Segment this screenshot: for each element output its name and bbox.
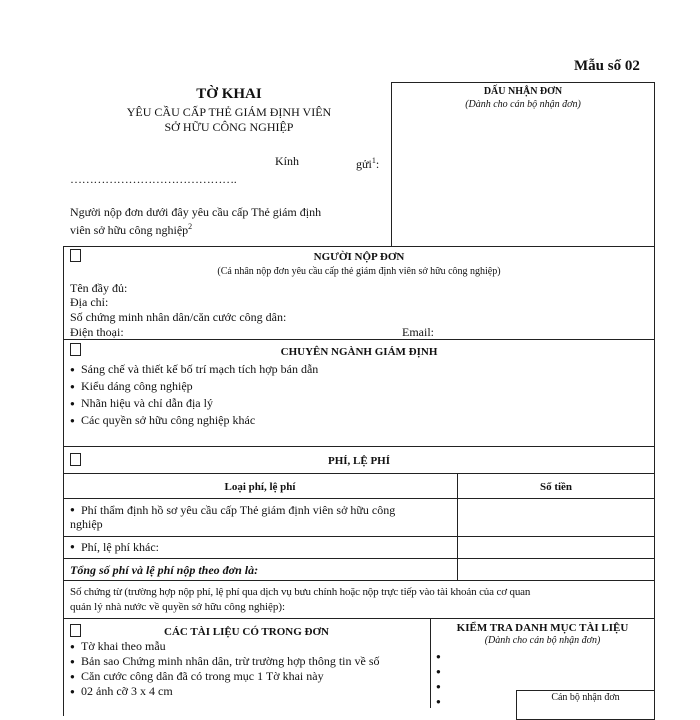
receipt-stamp-title: DẤU NHẬN ĐƠN <box>483 86 563 97</box>
applicant-id-number: Số chứng minh nhân dân/căn cước công dân: <box>70 310 287 324</box>
documents-title: CÁC TÀI LIỆU CÓ TRONG ĐƠN <box>164 626 329 638</box>
document-item[interactable]: ● Bản sao Chứng minh nhân dân, trừ trường hợp thông tin về số <box>70 654 380 669</box>
divider <box>63 536 655 537</box>
checklist-bullets <box>436 649 441 709</box>
salutation-gui-text: gửi <box>356 157 372 171</box>
applicant-full-name: Tên đầy đủ: <box>70 281 128 295</box>
fees-voucher-line2: quản lý nhà nước về quyền sở hữu công nghiệp): <box>70 601 286 613</box>
divider <box>63 498 655 499</box>
specialty-item[interactable]: ● Sáng chế và thiết kế bố trí mạch tích hợp bán dẫn <box>70 361 318 378</box>
specialty-title: CHUYÊN NGÀNH GIÁM ĐỊNH <box>280 346 438 358</box>
divider <box>63 580 655 581</box>
fees-row2 <box>70 540 159 554</box>
applicant-address: Địa chỉ: <box>70 295 109 309</box>
footnote-2: 2 <box>188 222 193 231</box>
specialty-item[interactable]: ● Nhãn hiệu và chỉ dẫn địa lý <box>70 395 318 412</box>
salutation-gui <box>356 154 379 171</box>
recipient-field[interactable]: ……………………………………. <box>70 172 237 186</box>
specialty-item[interactable]: ● Các quyền sở hữu công nghiệp khác <box>70 412 318 429</box>
document-item-continued: ● Căn cước công dân đã có trong mục 1 Tờ khai này <box>70 669 380 684</box>
fees-row2-label: ● Phí, lệ phí khác: <box>70 540 159 554</box>
form-subtitle-line1: YÊU CẦU CẤP THẺ GIÁM ĐỊNH VIÊN <box>126 105 332 119</box>
checklist-bullet[interactable]: ● <box>436 652 441 661</box>
specialty-item[interactable]: ● Kiểu dáng công nghiệp <box>70 378 318 395</box>
checklist-title: KIỂM TRA DANH MỤC TÀI LIỆU <box>456 622 629 634</box>
divider <box>63 339 655 340</box>
fees-row1 <box>70 503 395 517</box>
intro-line2 <box>70 220 192 237</box>
documents-list <box>70 639 380 699</box>
fees-row1-line1: ● Phí thẩm định hồ sơ yêu cầu cấp Thẻ giám định viên sở hữu công <box>70 503 395 517</box>
applicant-phone: Điện thoại: <box>70 325 124 339</box>
applicant-email: Email: <box>402 325 434 339</box>
applicant-subtitle: (Cá nhân nộp đơn yêu cầu cấp thẻ giám định viên sở hữu công nghiệp) <box>217 266 501 277</box>
fees-col-type-header: Loại phí, lệ phí <box>224 481 296 493</box>
divider <box>63 473 655 474</box>
divider <box>63 558 655 559</box>
divider <box>63 618 655 619</box>
checklist-subtitle: (Dành cho cán bộ nhận đơn) <box>484 635 601 646</box>
fees-title: PHÍ, LỆ PHÍ <box>327 455 391 467</box>
salutation-kinh: Kính <box>275 154 299 168</box>
officer-label: Cán bộ nhận đơn <box>551 692 620 703</box>
form-number: Mẫu số 02 <box>574 58 640 74</box>
salutation-colon: : <box>375 157 380 171</box>
applicant-title: NGƯỜI NỘP ĐƠN <box>313 251 405 263</box>
checklist-bullet[interactable]: ● <box>436 697 441 706</box>
document-item[interactable]: ● Tờ khai theo mẫu <box>70 639 380 654</box>
document-item[interactable]: ● 02 ảnh cỡ 3 x 4 cm <box>70 684 380 699</box>
fees-row1-line2: nghiệp <box>70 517 103 531</box>
checklist-bullet[interactable]: ● <box>436 682 441 691</box>
divider <box>63 446 655 447</box>
checklist-bullet[interactable]: ● <box>436 667 441 676</box>
intro-line1: Người nộp đơn dưới đây yêu cầu cấp Thẻ giám định <box>70 205 322 219</box>
fees-col-amount-header: Số tiền <box>539 481 573 493</box>
specialty-list <box>70 361 318 429</box>
fees-voucher-line1: Số chứng từ (trường hợp nộp phí, lệ phí qua dịch vụ bưu chính hoặc nộp trực tiếp vào tài khoản của cơ quan <box>70 586 531 598</box>
receipt-stamp-subtitle: (Dành cho cán bộ nhận đơn) <box>465 99 581 110</box>
form-title: TỜ KHAI <box>196 86 262 102</box>
form-subtitle-line2: SỞ HỮU CÔNG NGHIỆP <box>164 120 294 134</box>
footnote-1: 1 <box>371 156 376 165</box>
intro-line2-text: viên sở hữu công nghiệp <box>70 223 189 237</box>
fees-total-label: Tổng số phí và lệ phí nộp theo đơn là: <box>70 563 259 577</box>
